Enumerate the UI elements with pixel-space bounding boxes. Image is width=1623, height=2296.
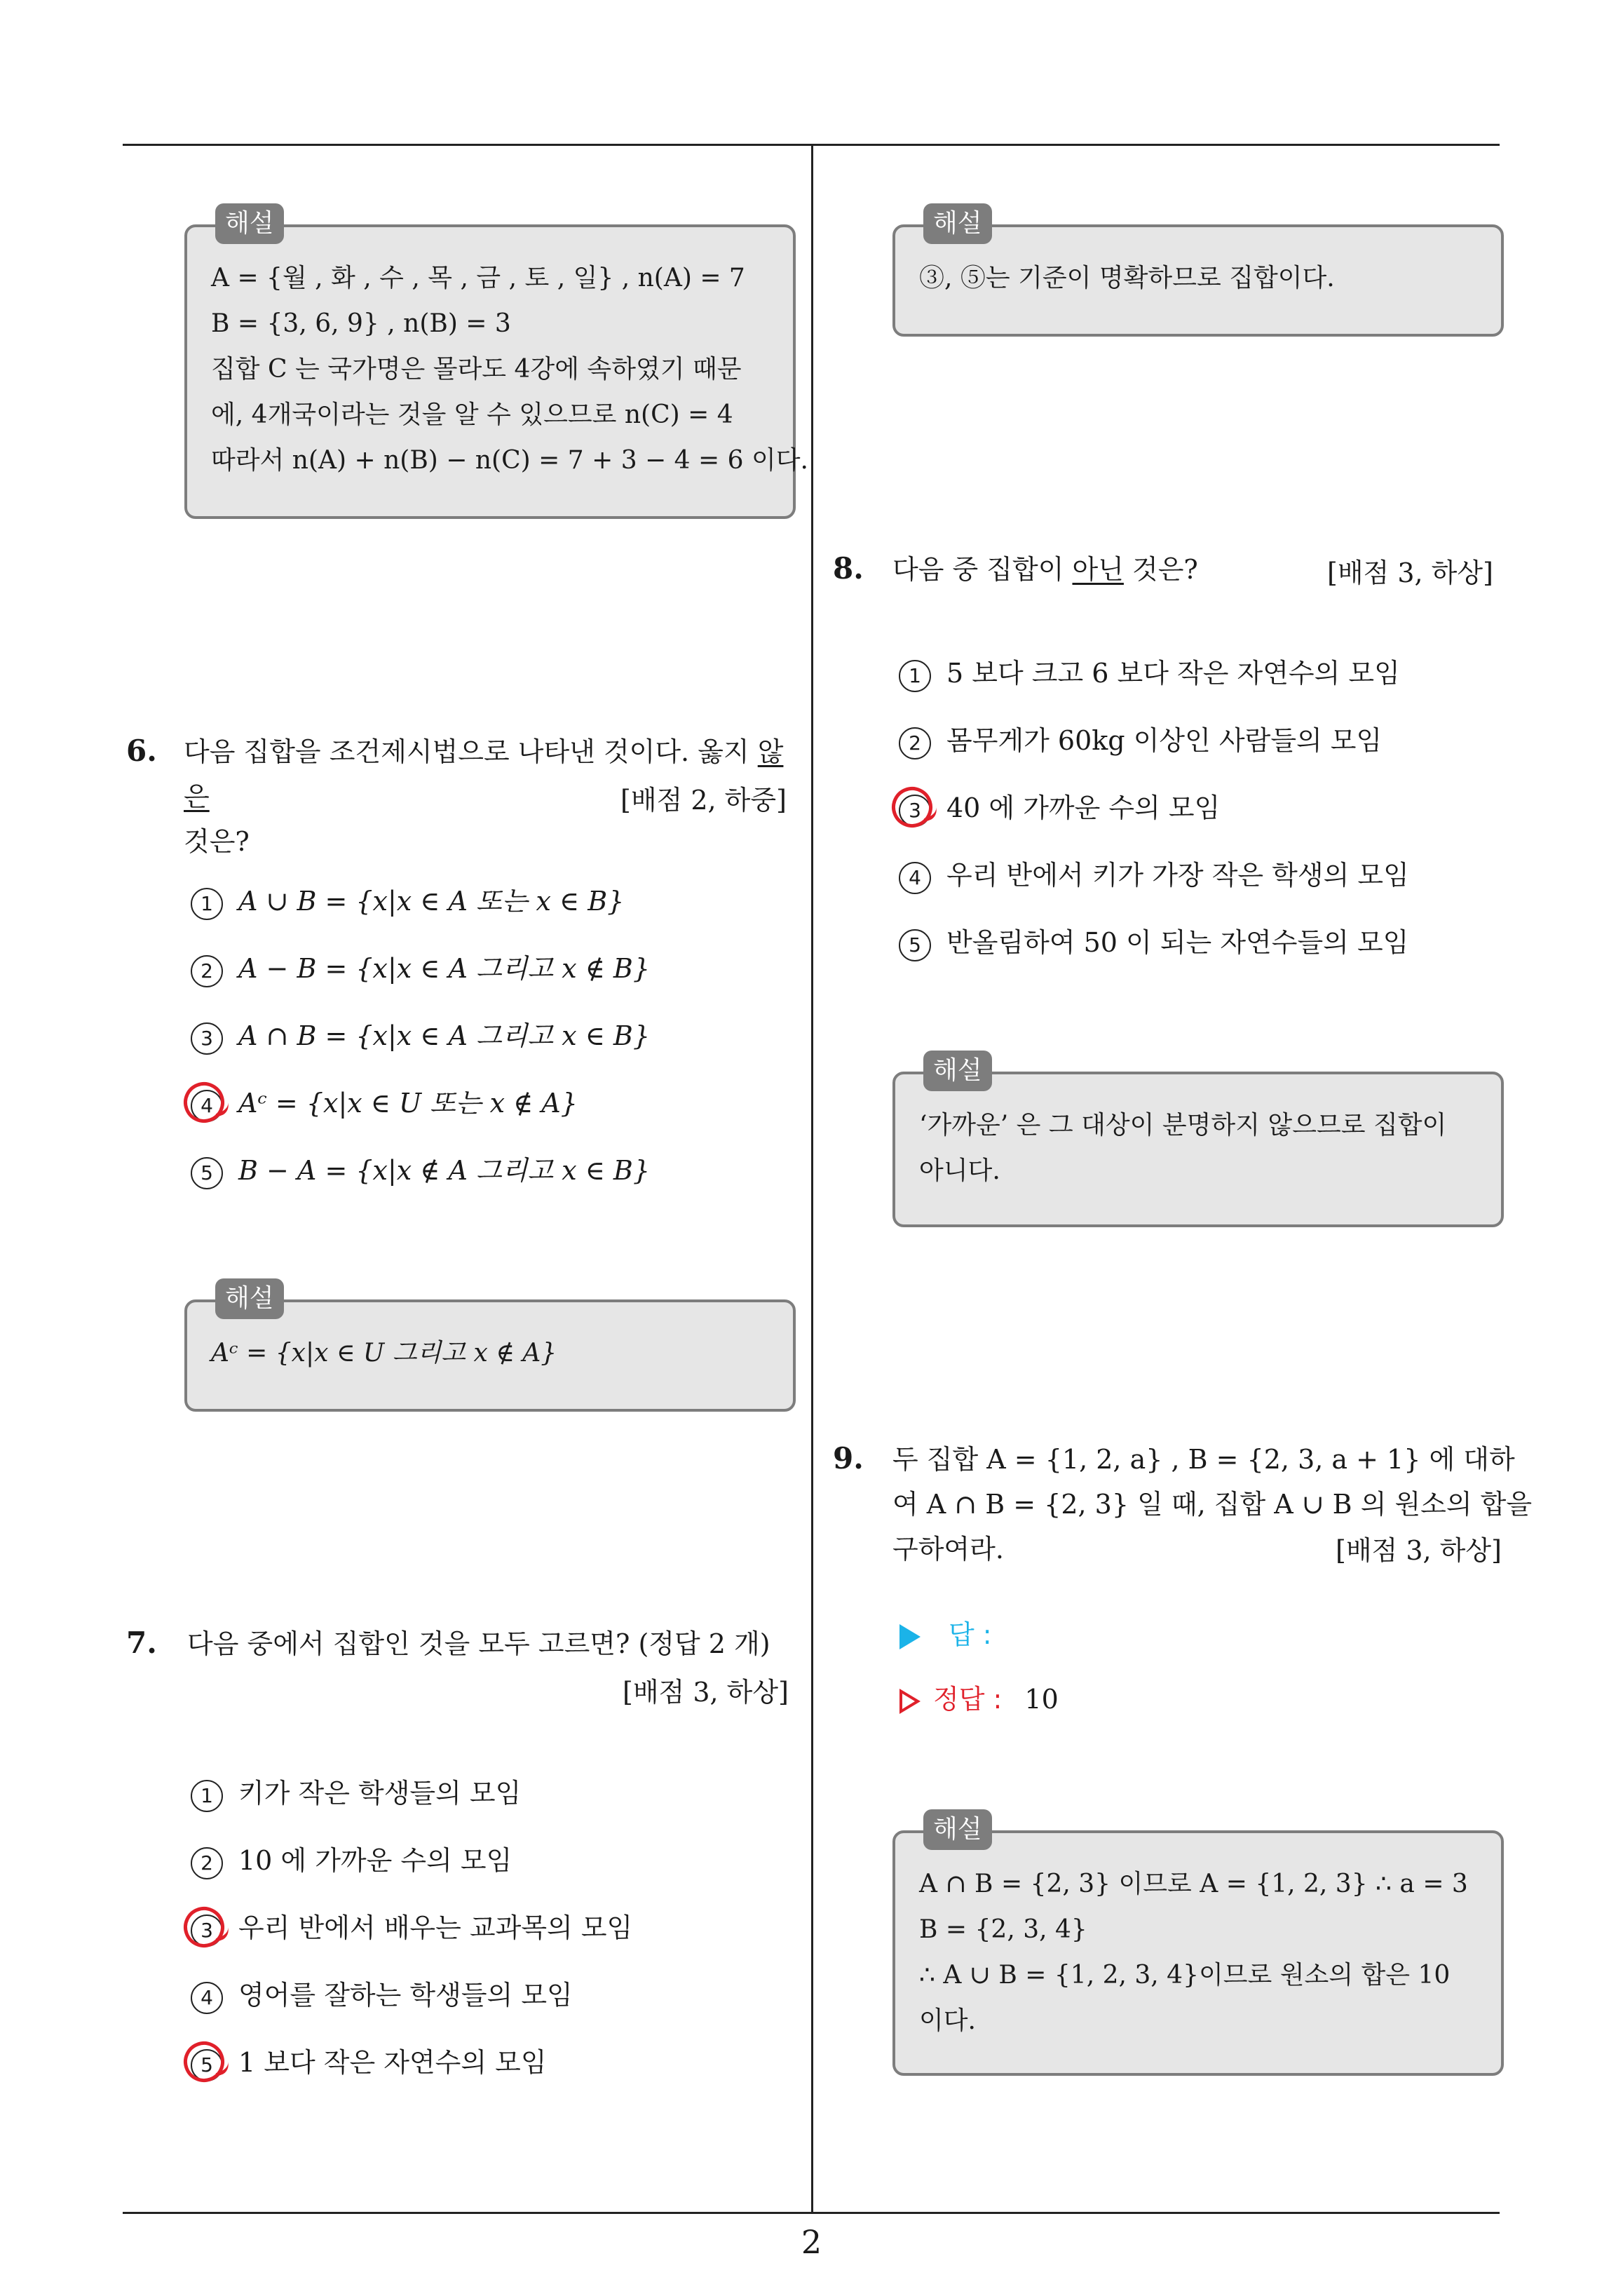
underlined-word: 아닌 [1072,554,1124,585]
option-text: 5 보다 크고 6 보다 작은 자연수의 모임 [946,658,1400,689]
option-num: 4 [191,1090,223,1122]
answer-label: 답 : [949,1619,992,1650]
solution-box-q7 [892,209,1504,337]
option-num: 4 [899,862,931,894]
underlined-word: 않은 [184,736,784,812]
outline-triangle-icon [899,1689,921,1714]
play-triangle-icon [899,1624,921,1649]
solution-tag: 해설 [215,1278,284,1319]
option-text: 키가 작은 학생들의 모임 [238,1778,522,1809]
solution-box-q6 [184,1284,796,1412]
solution-line: A = {월 , 화 , 수 , 목 , 금 , 토 , 일} , n(A) = 7 [211,264,745,292]
option-text: 우리 반에서 배우는 교과목의 모임 [238,1912,633,1943]
option-text: 40 에 가까운 수의 모임 [946,792,1221,823]
option-2[interactable] [899,723,1382,759]
solution-tag: 해설 [923,203,992,244]
option-4[interactable] [191,1978,573,2014]
question-text-line2: 것은? [184,826,250,857]
option-num: 2 [191,1847,223,1879]
option-3[interactable] [899,790,1220,827]
solution-line: A ∩ B = {2, 3} 이므로 A = {1, 2, 3} ∴ a = 3 [919,1870,1468,1898]
option-3[interactable] [191,1018,650,1055]
solution-box-q8 [892,1056,1504,1227]
option-num: 3 [191,1022,223,1055]
option-text: A ∩ B = {x|x ∈ A 그리고 x ∈ B} [238,1020,651,1051]
solution-line: ‘가까운’ 은 그 대상이 분명하지 않으므로 집합이 [919,1111,1447,1140]
question-text-line: 두 집합 A = {1, 2, a} , B = {2, 3, a + 1} 에 대하 [892,1444,1515,1475]
option-1[interactable] [191,884,624,920]
points-badge-7: [배점 3, 하상] [623,1677,789,1708]
question-text-8 [892,547,1198,592]
points-badge-6: [배점 2, 하중] [620,785,787,816]
solution-line: 에, 4개국이라는 것을 알 수 있으므로 n(C) = 4 [211,400,733,429]
option-text: 1 보다 작은 자연수의 모임 [238,2047,547,2078]
question-text: 다음 중 집합이 [892,554,1073,585]
correct-label: 정답 : [933,1684,1003,1715]
option-text: 10 에 가까운 수의 모임 [238,1845,512,1876]
option-text: 우리 반에서 키가 가장 작은 학생의 모임 [946,860,1409,891]
solution-line: 집합 C 는 국가명은 몰라도 4강에 속하였기 때문 [211,355,742,384]
option-2[interactable] [191,951,650,987]
solution-line: B = {2, 3, 4} [919,1915,1087,1944]
points-badge-9: [배점 3, 하상] [1336,1535,1502,1566]
answer-input-row[interactable] [899,1613,992,1652]
option-text: Aᶜ = {x|x ∈ U 또는 x ∉ A} [238,1088,578,1119]
option-num: 5 [191,2049,223,2081]
option-5[interactable] [899,925,1408,961]
question-text: 다음 집합을 조건제시법으로 나타낸 것이다. 옳지 [184,736,758,767]
option-num: 5 [899,929,931,961]
solution-box-q9 [892,1815,1504,2076]
option-num: 3 [191,1915,223,1947]
option-text: 몸무게가 60kg 이상인 사람들의 모임 [946,725,1383,756]
solution-tag: 해설 [923,1809,992,1850]
question-number-9: 9. [833,1441,864,1475]
question-number-8: 8. [833,551,864,586]
option-num: 4 [191,1982,223,2014]
option-num: 5 [191,1157,223,1189]
option-text: 영어를 잘하는 학생들의 모임 [238,1980,573,2011]
question-text-line: 구하여라. [892,1534,1004,1565]
option-1[interactable] [191,1776,521,1812]
option-num: 1 [899,660,931,692]
option-num: 2 [191,955,223,987]
option-text: B − A = {x|x ∉ A 그리고 x ∈ B} [238,1155,651,1186]
option-num: 2 [899,727,931,759]
question-text: 것은? [1123,554,1198,585]
solution-line: 따라서 n(A) + n(B) − n(C) = 7 + 3 − 4 = 6 이다. [211,446,808,475]
points-badge-8: [배점 3, 하상] [1327,558,1493,588]
page-number: 2 [801,2223,822,2261]
solution-tag: 해설 [215,203,284,244]
option-text: A ∪ B = {x|x ∈ A 또는 x ∈ B} [238,886,625,917]
solution-line: 이다. [919,2006,976,2035]
option-num: 1 [191,888,223,920]
option-3[interactable] [191,1910,632,1947]
question-number-6: 6. [126,734,157,768]
solution-tag: 해설 [923,1051,992,1091]
question-text-line: 여 A ∩ B = {2, 3} 일 때, 집합 A ∪ B 의 원소의 합을 [892,1489,1533,1520]
option-2[interactable] [191,1843,512,1879]
option-5[interactable] [191,2045,547,2081]
solution-line: ∴ A ∪ B = {1, 2, 3, 4}이므로 원소의 합은 10 [919,1961,1451,1990]
option-text: 반올림하여 50 이 되는 자연수들의 모임 [946,927,1409,958]
correct-answer-row [899,1677,1059,1716]
solution-line: 아니다. [919,1156,1000,1185]
option-num: 1 [191,1780,223,1812]
option-4[interactable] [899,858,1409,894]
option-text: A − B = {x|x ∈ A 그리고 x ∉ B} [238,953,651,984]
option-num: 3 [899,795,931,827]
option-4[interactable] [191,1086,578,1122]
option-1[interactable] [899,656,1400,692]
solution-box-q5 [184,209,808,519]
option-5[interactable] [191,1153,650,1189]
question-number-7: 7. [126,1626,157,1660]
solution-line: ③, ⑤는 기준이 명확하므로 집합이다. [919,264,1335,292]
solution-line: B = {3, 6, 9} , n(B) = 3 [211,309,511,338]
solution-line: Aᶜ = {x|x ∈ U 그리고 x ∉ A} [211,1339,557,1368]
bottom-rule [123,2212,1500,2214]
correct-value: 10 [1024,1684,1059,1715]
column-divider [811,145,813,2213]
question-text-7: 다음 중에서 집합인 것을 모두 고르면? (정답 2 개) [187,1628,770,1659]
